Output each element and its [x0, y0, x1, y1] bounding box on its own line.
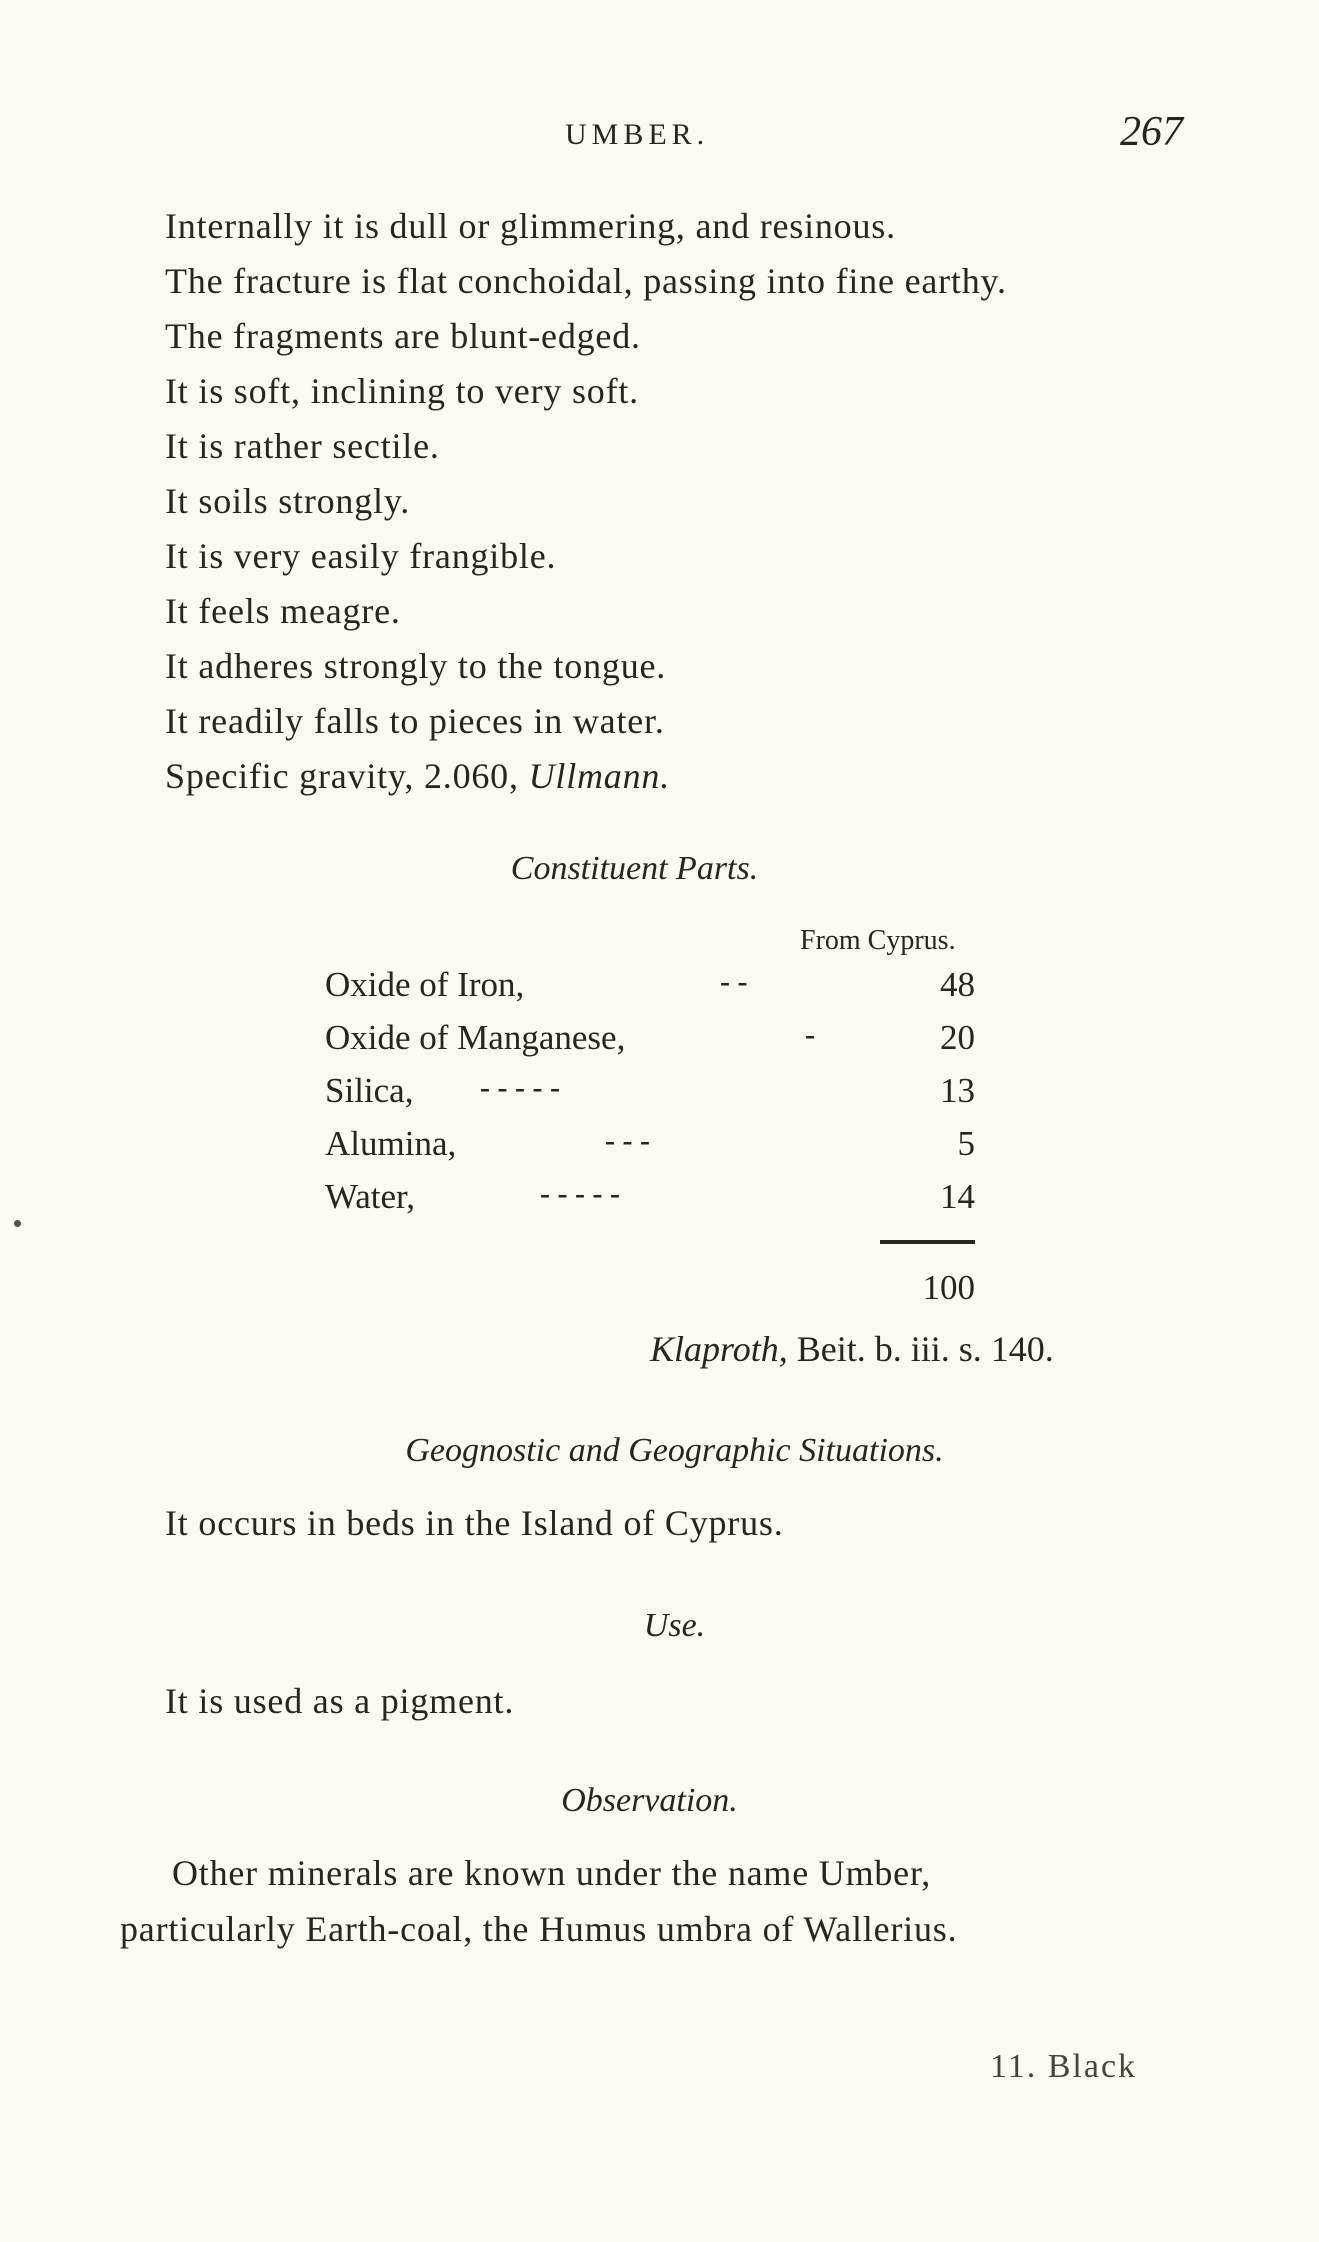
- source-citation: [650, 1328, 1054, 1370]
- table-row-dashes: - - - - -: [540, 1177, 620, 1210]
- table-row-value: 20: [940, 1018, 975, 1057]
- observation-line: particularly Earth-coal, the Humus umbra of Wallerius.: [120, 1909, 958, 1949]
- observation-heading: Observation.: [561, 1782, 738, 1819]
- table-row-label: Water,: [325, 1177, 416, 1216]
- description-line: It is rather sectile.: [165, 426, 440, 466]
- description-line: Internally it is dull or glimmering, and resinous.: [165, 206, 896, 246]
- specific-gravity-author: Ullmann.: [528, 756, 670, 796]
- description-line: The fragments are blunt-edged.: [165, 316, 641, 356]
- specific-gravity-line: [165, 755, 670, 797]
- total-rule: [880, 1240, 975, 1244]
- table-row-dashes: - - -: [605, 1124, 650, 1157]
- table-row-value: 13: [940, 1071, 975, 1110]
- use-text: It is used as a pigment.: [165, 1681, 515, 1721]
- description-line: It readily falls to pieces in water.: [165, 701, 665, 741]
- observation-line: Other minerals are known under the name Umber,: [172, 1853, 932, 1893]
- geognostic-text: It occurs in beds in the Island of Cyprus.: [165, 1503, 784, 1543]
- constituent-parts-heading: Constituent Parts.: [510, 850, 759, 887]
- total-value: 100: [922, 1268, 975, 1307]
- running-head: UMBER.: [565, 118, 710, 151]
- source-author: Klaproth,: [650, 1329, 788, 1369]
- table-row-dashes: -: [805, 1018, 815, 1051]
- table-row-value: 14: [940, 1177, 975, 1216]
- paper-speck: [14, 1220, 21, 1227]
- table-row-value: 48: [940, 965, 975, 1004]
- table-row-label: Silica,: [325, 1071, 414, 1110]
- specific-gravity-text: Specific gravity, 2.060,: [165, 756, 529, 796]
- description-line: The fracture is flat conchoidal, passing into fine earthy.: [165, 261, 1007, 301]
- description-line: It adheres strongly to the tongue.: [165, 646, 667, 686]
- source-reference: Beit. b. iii. s. 140.: [787, 1329, 1054, 1369]
- table-row-label: Oxide of Iron,: [325, 965, 525, 1004]
- table-row-label: Alumina,: [325, 1124, 457, 1163]
- table-row-dashes: - - - - -: [480, 1071, 560, 1104]
- column-header: From Cyprus.: [800, 925, 956, 956]
- table-row-value: 5: [957, 1124, 975, 1163]
- catchword: 11. Black: [990, 2048, 1138, 2085]
- description-line: It soils strongly.: [165, 481, 411, 521]
- geognostic-heading: Geognostic and Geographic Situations.: [405, 1432, 944, 1469]
- table-row-label: Oxide of Manganese,: [325, 1018, 626, 1057]
- table-row-dashes: - -: [720, 965, 748, 998]
- use-heading: Use.: [643, 1607, 706, 1644]
- description-line: It is soft, inclining to very soft.: [165, 371, 639, 411]
- description-line: It is very easily frangible.: [165, 536, 557, 576]
- page-number: 267: [1120, 109, 1183, 155]
- description-line: It feels meagre.: [165, 591, 401, 631]
